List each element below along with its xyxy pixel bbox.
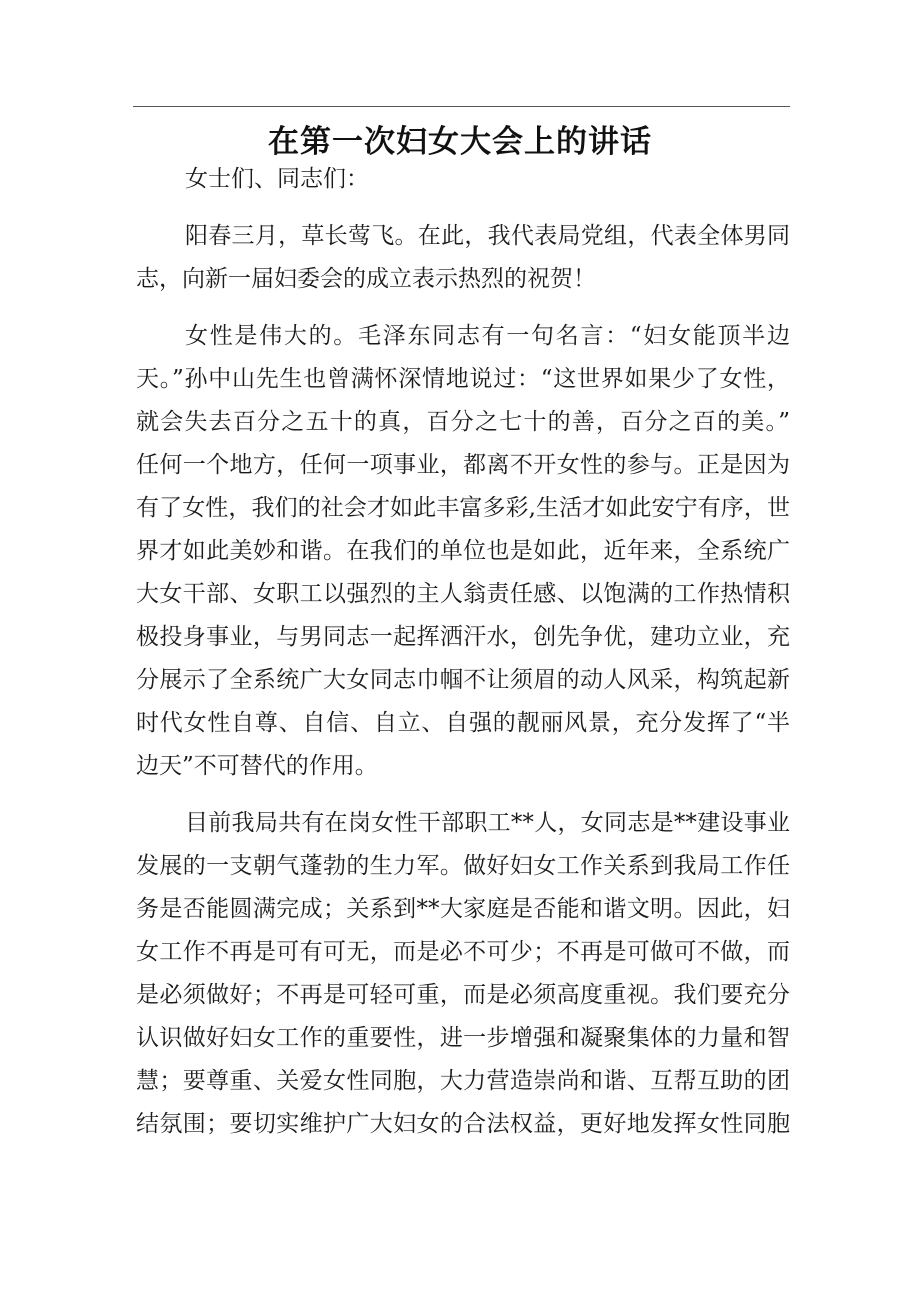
paragraph <box>136 802 790 1146</box>
text-line: 时代女性自尊、自信、自立、自强的靓丽风景，充分发挥了“半 <box>136 710 790 736</box>
text-line: 结氛围；要切实维护广大妇女的合法权益，更好地发挥女性同胞 <box>136 1111 790 1137</box>
text-line: 慧；要尊重、关爱女性同胞，大力营造崇尚和谐、互帮互助的团 <box>136 1068 790 1094</box>
document-title: 在第一次妇女大会上的讲话 <box>268 124 652 160</box>
text-line: 目前我局共有在岗女性干部职工**人，女同志是**建设事业 <box>185 810 790 836</box>
text-line: 女性是伟大的。毛泽东同志有一句名言：“妇女能顶半边 <box>185 323 790 349</box>
text-line: 任何一个地方，任何一项事业，都离不开女性的参与。正是因为 <box>136 452 790 478</box>
text-line: 大女干部、女职工以强烈的主人翁责任感、以饱满的工作热情积 <box>136 581 790 607</box>
text-line: 阳春三月，草长莺飞。在此，我代表局党组，代表全体男同 <box>185 223 790 249</box>
text-line: 就会失去百分之五十的真，百分之七十的善，百分之百的美。” <box>136 409 790 435</box>
text-line: 发展的一支朝气蓬勃的生力军。做好妇女工作关系到我局工作任 <box>136 853 790 879</box>
text-line: 女士们、同志们： <box>185 166 369 192</box>
text-line: 女工作不再是可有可无，而是必不可少；不再是可做可不做，而 <box>136 939 790 965</box>
text-line: 志，向新一届妇委会的成立表示热烈的祝贺！ <box>136 266 596 292</box>
text-line: 务是否能圆满完成；关系到**大家庭是否能和谐文明。因此，妇 <box>136 896 790 922</box>
text-line: 边天”不可替代的作用。 <box>136 753 378 779</box>
paragraph <box>136 315 790 788</box>
text-line: 极投身事业，与男同志一起挥洒汗水，创先争优，建功立业，充 <box>136 624 790 650</box>
header-rule <box>133 106 790 107</box>
text-line: 是必须做好；不再是可轻可重，而是必须高度重视。我们要充分 <box>136 982 790 1008</box>
text-line: 分展示了全系统广大女同志巾帼不让须眉的动人风采，构筑起新 <box>136 667 790 693</box>
paragraph <box>136 158 790 201</box>
text-line: 有了女性，我们的社会才如此丰富多彩,生活才如此安宁有序，世 <box>136 495 790 521</box>
text-line: 界才如此美妙和谐。在我们的单位也是如此，近年来，全系统广 <box>136 538 790 564</box>
text-line: 认识做好妇女工作的重要性，进一步增强和凝聚集体的力量和智 <box>136 1025 790 1051</box>
paragraph <box>136 215 790 301</box>
document-body <box>136 158 790 1160</box>
text-line: 天。”孙中山先生也曾满怀深情地说过：“这世界如果少了女性， <box>136 366 790 392</box>
